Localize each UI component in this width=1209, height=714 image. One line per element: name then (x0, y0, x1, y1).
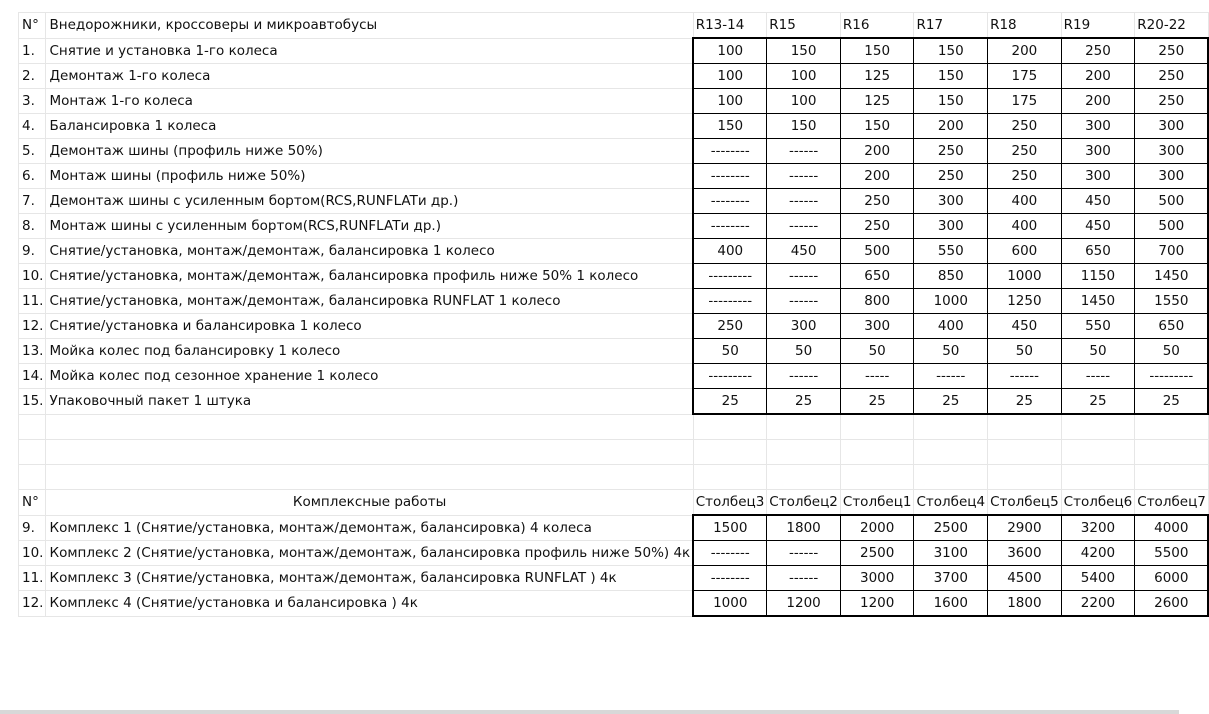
price-cell[interactable]: 25 (1061, 389, 1135, 415)
price-cell[interactable]: 300 (1061, 139, 1135, 164)
price-cell[interactable]: 150 (914, 38, 988, 64)
table-row (19, 239, 1209, 264)
price-cell[interactable]: 400 (914, 314, 988, 339)
price-cell[interactable]: 3700 (914, 566, 988, 591)
price-cell[interactable]: 400 (988, 214, 1062, 239)
price-cell[interactable]: 100 (693, 38, 767, 64)
service-name: Комплекс 4 (Снятие/установка и балансировка ) 4к (46, 591, 693, 617)
price-cell[interactable]: 100 (693, 89, 767, 114)
empty-cell[interactable] (19, 440, 46, 465)
price-cell[interactable]: 100 (767, 64, 841, 89)
price-cell[interactable]: 175 (988, 89, 1062, 114)
price-cell[interactable]: 1000 (988, 264, 1062, 289)
column-header: R17 (914, 13, 988, 39)
price-cell[interactable]: 4000 (1135, 515, 1209, 541)
price-cell[interactable]: 300 (767, 314, 841, 339)
empty-cell[interactable] (693, 414, 767, 440)
empty-cell[interactable] (46, 440, 693, 465)
price-cell[interactable]: 250 (693, 314, 767, 339)
price-cell[interactable]: 4200 (1061, 541, 1135, 566)
table-row (19, 364, 1209, 389)
table-row (19, 64, 1209, 89)
service-name: Комплекс 2 (Снятие/установка, монтаж/демонтаж, балансировка профиль ниже 50%) 4к (46, 541, 693, 566)
row-number: 9. (19, 515, 46, 541)
price-cell[interactable]: ------ (988, 364, 1062, 389)
price-cell[interactable]: 650 (1061, 239, 1135, 264)
price-cell[interactable]: 300 (840, 314, 914, 339)
service-name: Снятие/установка, монтаж/демонтаж, балансировка профиль ниже 50% 1 колесо (46, 264, 693, 289)
column-header: Столбец3 (693, 490, 767, 516)
price-cell[interactable]: 450 (1061, 189, 1135, 214)
price-cell[interactable]: 25 (914, 389, 988, 415)
price-cell[interactable]: ----- (840, 364, 914, 389)
service-name: Комплекс 1 (Снятие/установка, монтаж/демонтаж, балансировка) 4 колеса (46, 515, 693, 541)
price-cell[interactable]: 150 (840, 38, 914, 64)
price-cell[interactable]: 1800 (988, 591, 1062, 617)
price-cell[interactable]: 100 (693, 64, 767, 89)
empty-cell[interactable] (1135, 465, 1209, 490)
price-cell[interactable]: 400 (693, 239, 767, 264)
table-row (19, 164, 1209, 189)
price-cell[interactable]: 850 (914, 264, 988, 289)
table-row (19, 264, 1209, 289)
empty-cell[interactable] (840, 440, 914, 465)
empty-cell[interactable] (1135, 440, 1209, 465)
price-cell[interactable]: 200 (914, 114, 988, 139)
price-cell[interactable]: ------ (767, 189, 841, 214)
price-cell[interactable]: 5500 (1135, 541, 1209, 566)
column-header: R18 (988, 13, 1062, 39)
price-cell[interactable]: 25 (840, 389, 914, 415)
price-cell[interactable]: 1500 (693, 515, 767, 541)
price-cell[interactable]: 3000 (840, 566, 914, 591)
empty-cell[interactable] (19, 465, 46, 490)
column-header: R16 (840, 13, 914, 39)
table-row (19, 89, 1209, 114)
table1-header-row (19, 13, 1209, 39)
price-cell[interactable]: 5400 (1061, 566, 1135, 591)
price-cell[interactable]: 100 (767, 89, 841, 114)
price-cell[interactable]: 250 (1135, 38, 1209, 64)
column-header: Столбец7 (1135, 490, 1209, 516)
price-cell[interactable]: 25 (988, 389, 1062, 415)
price-cell[interactable]: 1600 (914, 591, 988, 617)
service-name: Комплекс 3 (Снятие/установка, монтаж/демонтаж, балансировка RUNFLAT ) 4к (46, 566, 693, 591)
header-num: N° (19, 13, 46, 39)
empty-cell[interactable] (840, 465, 914, 490)
price-cell[interactable]: 800 (840, 289, 914, 314)
price-cell[interactable]: ------ (767, 289, 841, 314)
price-cell[interactable]: 2500 (914, 515, 988, 541)
price-cell[interactable]: 450 (1061, 214, 1135, 239)
row-number: 11. (19, 566, 46, 591)
price-cell[interactable]: ------ (767, 214, 841, 239)
service-name: Демонтаж 1-го колеса (46, 64, 693, 89)
service-name: Упаковочный пакет 1 штука (46, 389, 693, 415)
empty-cell[interactable] (914, 465, 988, 490)
price-cell[interactable]: 1550 (1135, 289, 1209, 314)
row-number: 14. (19, 364, 46, 389)
price-cell[interactable]: 175 (988, 64, 1062, 89)
price-cell[interactable]: 1000 (693, 591, 767, 617)
service-name: Снятие/установка, монтаж/демонтаж, балансировка RUNFLAT 1 колесо (46, 289, 693, 314)
table-row (19, 566, 1209, 591)
price-cell[interactable]: 250 (988, 164, 1062, 189)
row-number: 10. (19, 541, 46, 566)
price-cell[interactable]: 50 (988, 339, 1062, 364)
price-cell[interactable]: 25 (767, 389, 841, 415)
spreadsheet (18, 12, 1206, 617)
table-row (19, 289, 1209, 314)
service-name: Снятие/установка и балансировка 1 колесо (46, 314, 693, 339)
price-cell[interactable]: 700 (1135, 239, 1209, 264)
service-name: Монтаж 1-го колеса (46, 89, 693, 114)
price-cell[interactable]: ------ (767, 139, 841, 164)
empty-cell[interactable] (767, 465, 841, 490)
empty-cell[interactable] (693, 465, 767, 490)
row-number: 12. (19, 314, 46, 339)
row-number: 4. (19, 114, 46, 139)
row-number: 3. (19, 89, 46, 114)
empty-cell[interactable] (46, 414, 693, 440)
price-cell[interactable]: 300 (1135, 164, 1209, 189)
price-cell[interactable]: -------- (693, 214, 767, 239)
service-name: Снятие/установка, монтаж/демонтаж, балансировка 1 колесо (46, 239, 693, 264)
empty-cell[interactable] (19, 414, 46, 440)
price-cell[interactable]: 500 (840, 239, 914, 264)
price-cell[interactable]: 650 (840, 264, 914, 289)
price-cell[interactable]: 50 (1135, 339, 1209, 364)
header-title: Внедорожники, кроссоверы и микроавтобусы (46, 13, 693, 39)
price-cell[interactable]: 2000 (840, 515, 914, 541)
price-cell[interactable]: 300 (1135, 114, 1209, 139)
empty-row (19, 465, 1209, 490)
price-cell[interactable]: 2500 (840, 541, 914, 566)
column-header: R20-22 (1135, 13, 1209, 39)
price-cell[interactable]: 1200 (840, 591, 914, 617)
row-number: 1. (19, 38, 46, 64)
price-cell[interactable]: -------- (693, 566, 767, 591)
table-row (19, 38, 1209, 64)
price-cell[interactable]: ------ (914, 364, 988, 389)
price-cell[interactable]: 1450 (1061, 289, 1135, 314)
price-cell[interactable]: 1150 (1061, 264, 1135, 289)
row-number: 12. (19, 591, 46, 617)
price-cell[interactable]: 400 (988, 189, 1062, 214)
table2-header-row (19, 490, 1209, 516)
price-cell[interactable]: 250 (1135, 89, 1209, 114)
empty-cell[interactable] (988, 465, 1062, 490)
table-row (19, 114, 1209, 139)
service-name: Монтаж шины с усиленным бортом(RCS,RUNFLATи др.) (46, 214, 693, 239)
price-cell[interactable]: 150 (767, 114, 841, 139)
price-cell[interactable]: -------- (693, 189, 767, 214)
price-cell[interactable]: 1000 (914, 289, 988, 314)
price-cell[interactable]: 250 (1135, 64, 1209, 89)
empty-cell[interactable] (767, 414, 841, 440)
service-name: Мойка колес под балансировку 1 колесо (46, 339, 693, 364)
price-cell[interactable]: 250 (840, 189, 914, 214)
price-cell[interactable]: 6000 (1135, 566, 1209, 591)
price-cell[interactable]: 200 (1061, 89, 1135, 114)
table-row (19, 389, 1209, 415)
row-number: 8. (19, 214, 46, 239)
price-cell[interactable]: -------- (693, 164, 767, 189)
row-number: 5. (19, 139, 46, 164)
price-cell[interactable]: --------- (693, 289, 767, 314)
price-cell[interactable]: 200 (840, 139, 914, 164)
price-cell[interactable]: 550 (914, 239, 988, 264)
price-cell[interactable]: 150 (840, 114, 914, 139)
table-row (19, 339, 1209, 364)
column-header: Столбец4 (914, 490, 988, 516)
price-cell[interactable]: 300 (914, 214, 988, 239)
empty-cell[interactable] (693, 440, 767, 465)
table-row (19, 214, 1209, 239)
row-number: 6. (19, 164, 46, 189)
column-header: R13-14 (693, 13, 767, 39)
price-cell[interactable]: 450 (767, 239, 841, 264)
price-cell[interactable]: ------ (767, 541, 841, 566)
window-bottom-edge (0, 710, 1179, 714)
price-cell[interactable]: 1250 (988, 289, 1062, 314)
table-row (19, 139, 1209, 164)
price-cell[interactable]: 150 (914, 64, 988, 89)
price-cell[interactable]: 250 (1061, 38, 1135, 64)
price-cell[interactable]: --------- (693, 264, 767, 289)
price-cell[interactable]: 1450 (1135, 264, 1209, 289)
price-cell[interactable]: 150 (693, 114, 767, 139)
row-number: 7. (19, 189, 46, 214)
price-cell[interactable]: 600 (988, 239, 1062, 264)
table-row (19, 314, 1209, 339)
table-row (19, 515, 1209, 541)
price-cell[interactable]: 1800 (767, 515, 841, 541)
row-number: 15. (19, 389, 46, 415)
price-cell[interactable]: 650 (1135, 314, 1209, 339)
column-header: Столбец1 (840, 490, 914, 516)
price-cell[interactable]: 50 (914, 339, 988, 364)
price-cell[interactable]: 300 (914, 189, 988, 214)
empty-row (19, 440, 1209, 465)
empty-cell[interactable] (1061, 440, 1135, 465)
price-cell[interactable]: 150 (914, 89, 988, 114)
row-number: 2. (19, 64, 46, 89)
header-num: N° (19, 490, 46, 516)
price-cell[interactable]: 250 (840, 214, 914, 239)
price-cell[interactable]: 125 (840, 64, 914, 89)
price-cell[interactable]: 25 (1135, 389, 1209, 415)
price-table (18, 12, 1209, 617)
table-row (19, 541, 1209, 566)
price-cell[interactable]: 250 (988, 139, 1062, 164)
price-cell[interactable]: -------- (693, 541, 767, 566)
column-header: Столбец6 (1061, 490, 1135, 516)
price-cell[interactable]: 500 (1135, 189, 1209, 214)
price-cell[interactable]: ------ (767, 164, 841, 189)
price-cell[interactable]: 250 (988, 114, 1062, 139)
empty-cell[interactable] (1061, 465, 1135, 490)
empty-row (19, 414, 1209, 440)
price-cell[interactable]: 450 (988, 314, 1062, 339)
empty-cell[interactable] (1135, 414, 1209, 440)
price-cell[interactable]: --------- (693, 364, 767, 389)
service-name: Демонтаж шины (профиль ниже 50%) (46, 139, 693, 164)
column-header: R15 (767, 13, 841, 39)
empty-cell[interactable] (914, 440, 988, 465)
price-cell[interactable]: 50 (767, 339, 841, 364)
empty-cell[interactable] (1061, 414, 1135, 440)
price-cell[interactable]: 50 (1061, 339, 1135, 364)
price-cell[interactable]: 1200 (767, 591, 841, 617)
price-cell[interactable]: 250 (914, 139, 988, 164)
price-cell[interactable]: 3200 (1061, 515, 1135, 541)
empty-cell[interactable] (46, 465, 693, 490)
price-cell[interactable]: 150 (767, 38, 841, 64)
empty-cell[interactable] (988, 440, 1062, 465)
table-row (19, 591, 1209, 617)
table-row (19, 189, 1209, 214)
row-number: 10. (19, 264, 46, 289)
column-header: Столбец2 (767, 490, 841, 516)
row-number: 11. (19, 289, 46, 314)
row-number: 9. (19, 239, 46, 264)
price-cell[interactable]: 300 (1135, 139, 1209, 164)
empty-cell[interactable] (988, 414, 1062, 440)
price-cell[interactable]: -------- (693, 139, 767, 164)
price-cell[interactable]: 250 (914, 164, 988, 189)
price-cell[interactable]: 200 (1061, 64, 1135, 89)
header-title: Комплексные работы (46, 490, 693, 516)
price-cell[interactable]: ------ (767, 566, 841, 591)
service-name: Мойка колес под сезонное хранение 1 колесо (46, 364, 693, 389)
price-cell[interactable]: 2200 (1061, 591, 1135, 617)
price-cell[interactable]: 4500 (988, 566, 1062, 591)
empty-cell[interactable] (840, 414, 914, 440)
price-cell[interactable]: 50 (693, 339, 767, 364)
price-cell[interactable]: 125 (840, 89, 914, 114)
price-cell[interactable]: 25 (693, 389, 767, 415)
price-cell[interactable]: --------- (1135, 364, 1209, 389)
service-name: Снятие и установка 1-го колеса (46, 38, 693, 64)
price-cell[interactable]: 50 (840, 339, 914, 364)
price-cell[interactable]: 2900 (988, 515, 1062, 541)
price-cell[interactable]: 500 (1135, 214, 1209, 239)
price-cell[interactable]: 200 (840, 164, 914, 189)
price-cell[interactable]: ------ (767, 264, 841, 289)
column-header: Столбец5 (988, 490, 1062, 516)
price-cell[interactable]: 2600 (1135, 591, 1209, 617)
price-cell[interactable]: 3100 (914, 541, 988, 566)
price-cell[interactable]: 200 (988, 38, 1062, 64)
row-number: 13. (19, 339, 46, 364)
empty-cell[interactable] (767, 440, 841, 465)
service-name: Демонтаж шины с усиленным бортом(RCS,RUNFLATи др.) (46, 189, 693, 214)
service-name: Монтаж шины (профиль ниже 50%) (46, 164, 693, 189)
price-cell[interactable]: ----- (1061, 364, 1135, 389)
price-cell[interactable]: 300 (1061, 164, 1135, 189)
price-cell[interactable]: 300 (1061, 114, 1135, 139)
empty-cell[interactable] (914, 414, 988, 440)
service-name: Балансировка 1 колеса (46, 114, 693, 139)
price-cell[interactable]: ------ (767, 364, 841, 389)
price-cell[interactable]: 550 (1061, 314, 1135, 339)
price-cell[interactable]: 3600 (988, 541, 1062, 566)
column-header: R19 (1061, 13, 1135, 39)
